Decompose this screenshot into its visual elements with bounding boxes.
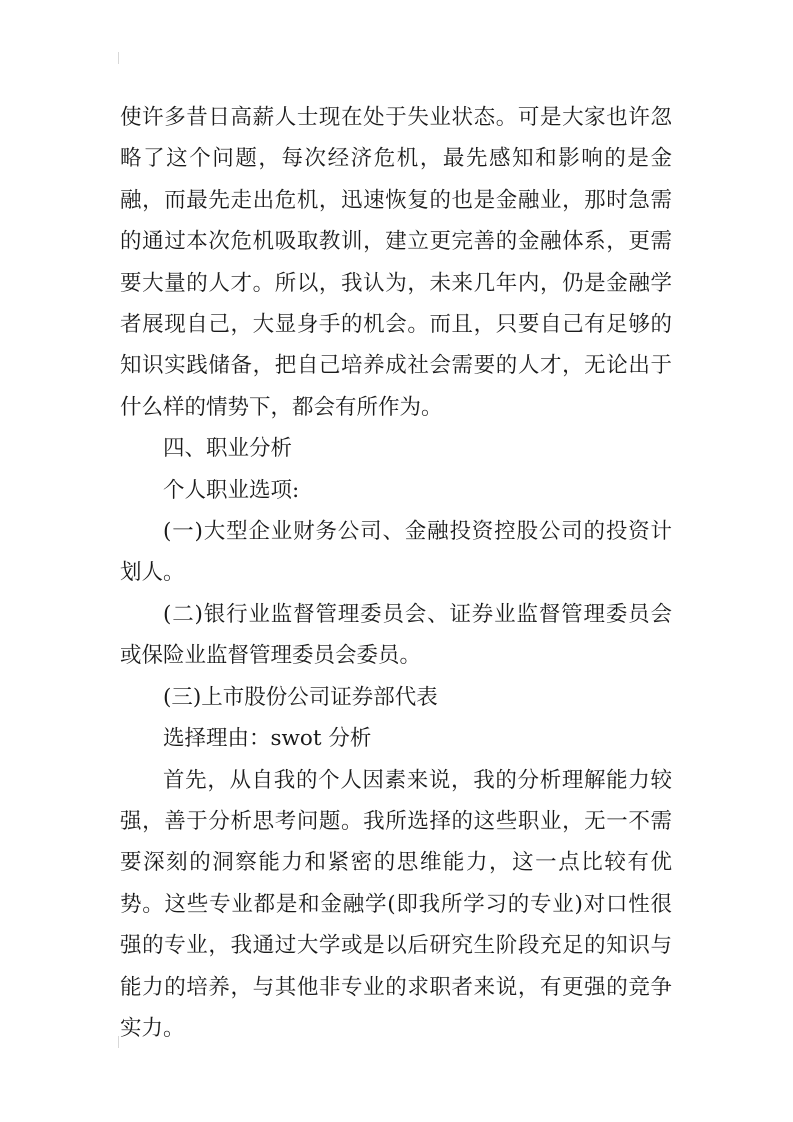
career-option-3: (三)上市股份公司证券部代表 <box>163 684 438 710</box>
page-corner-mark-bottom <box>118 1036 119 1048</box>
page-corner-mark-top <box>118 52 119 64</box>
career-options-label: 个人职业选项: <box>163 477 300 503</box>
section-heading-career-analysis: 四、职业分析 <box>163 436 293 462</box>
paragraph-personal-factors: 首先，从自我的个人因素来说，我的分析理解能力较强，善于分析思考问题。我所选择的这些职业，无一不需要深刻的洞察能力和紧密的思维能力，这一点比较有优势。这些专业都是和金融学(即我所学习的专业)对口性很强的专业，我通过大学或是以后研究生阶段充足的知识与能力的培养，与其他非专业的求职者来说，有更强的竞争实力。 <box>120 767 672 1041</box>
document-body <box>120 97 672 1049</box>
career-option-2: (二)银行业监督管理委员会、证券业监督管理委员会或保险业监督管理委员会委员。 <box>120 601 672 669</box>
paragraph-continued: 使许多昔日高薪人士现在处于失业状态。可是大家也许忽略了这个问题，每次经济危机，最先感知和影响的是金融，而最先走出危机，迅速恢复的也是金融业，那时急需的通过本次危机吸取教训，建立更完善的金融体系，更需要大量的人才。所以，我认为，未来几年内，仍是金融学者展现自己，大显身手的机会。而且，只要自己有足够的知识实践储备，把自己培养成社会需要的人才，无论出于什么样的情势下，都会有所作为。 <box>120 105 672 420</box>
career-option-1: (一)大型企业财务公司、金融投资控股公司的投资计划人。 <box>120 519 672 586</box>
selection-reason-label: 选择理由：swot 分析 <box>163 726 372 752</box>
